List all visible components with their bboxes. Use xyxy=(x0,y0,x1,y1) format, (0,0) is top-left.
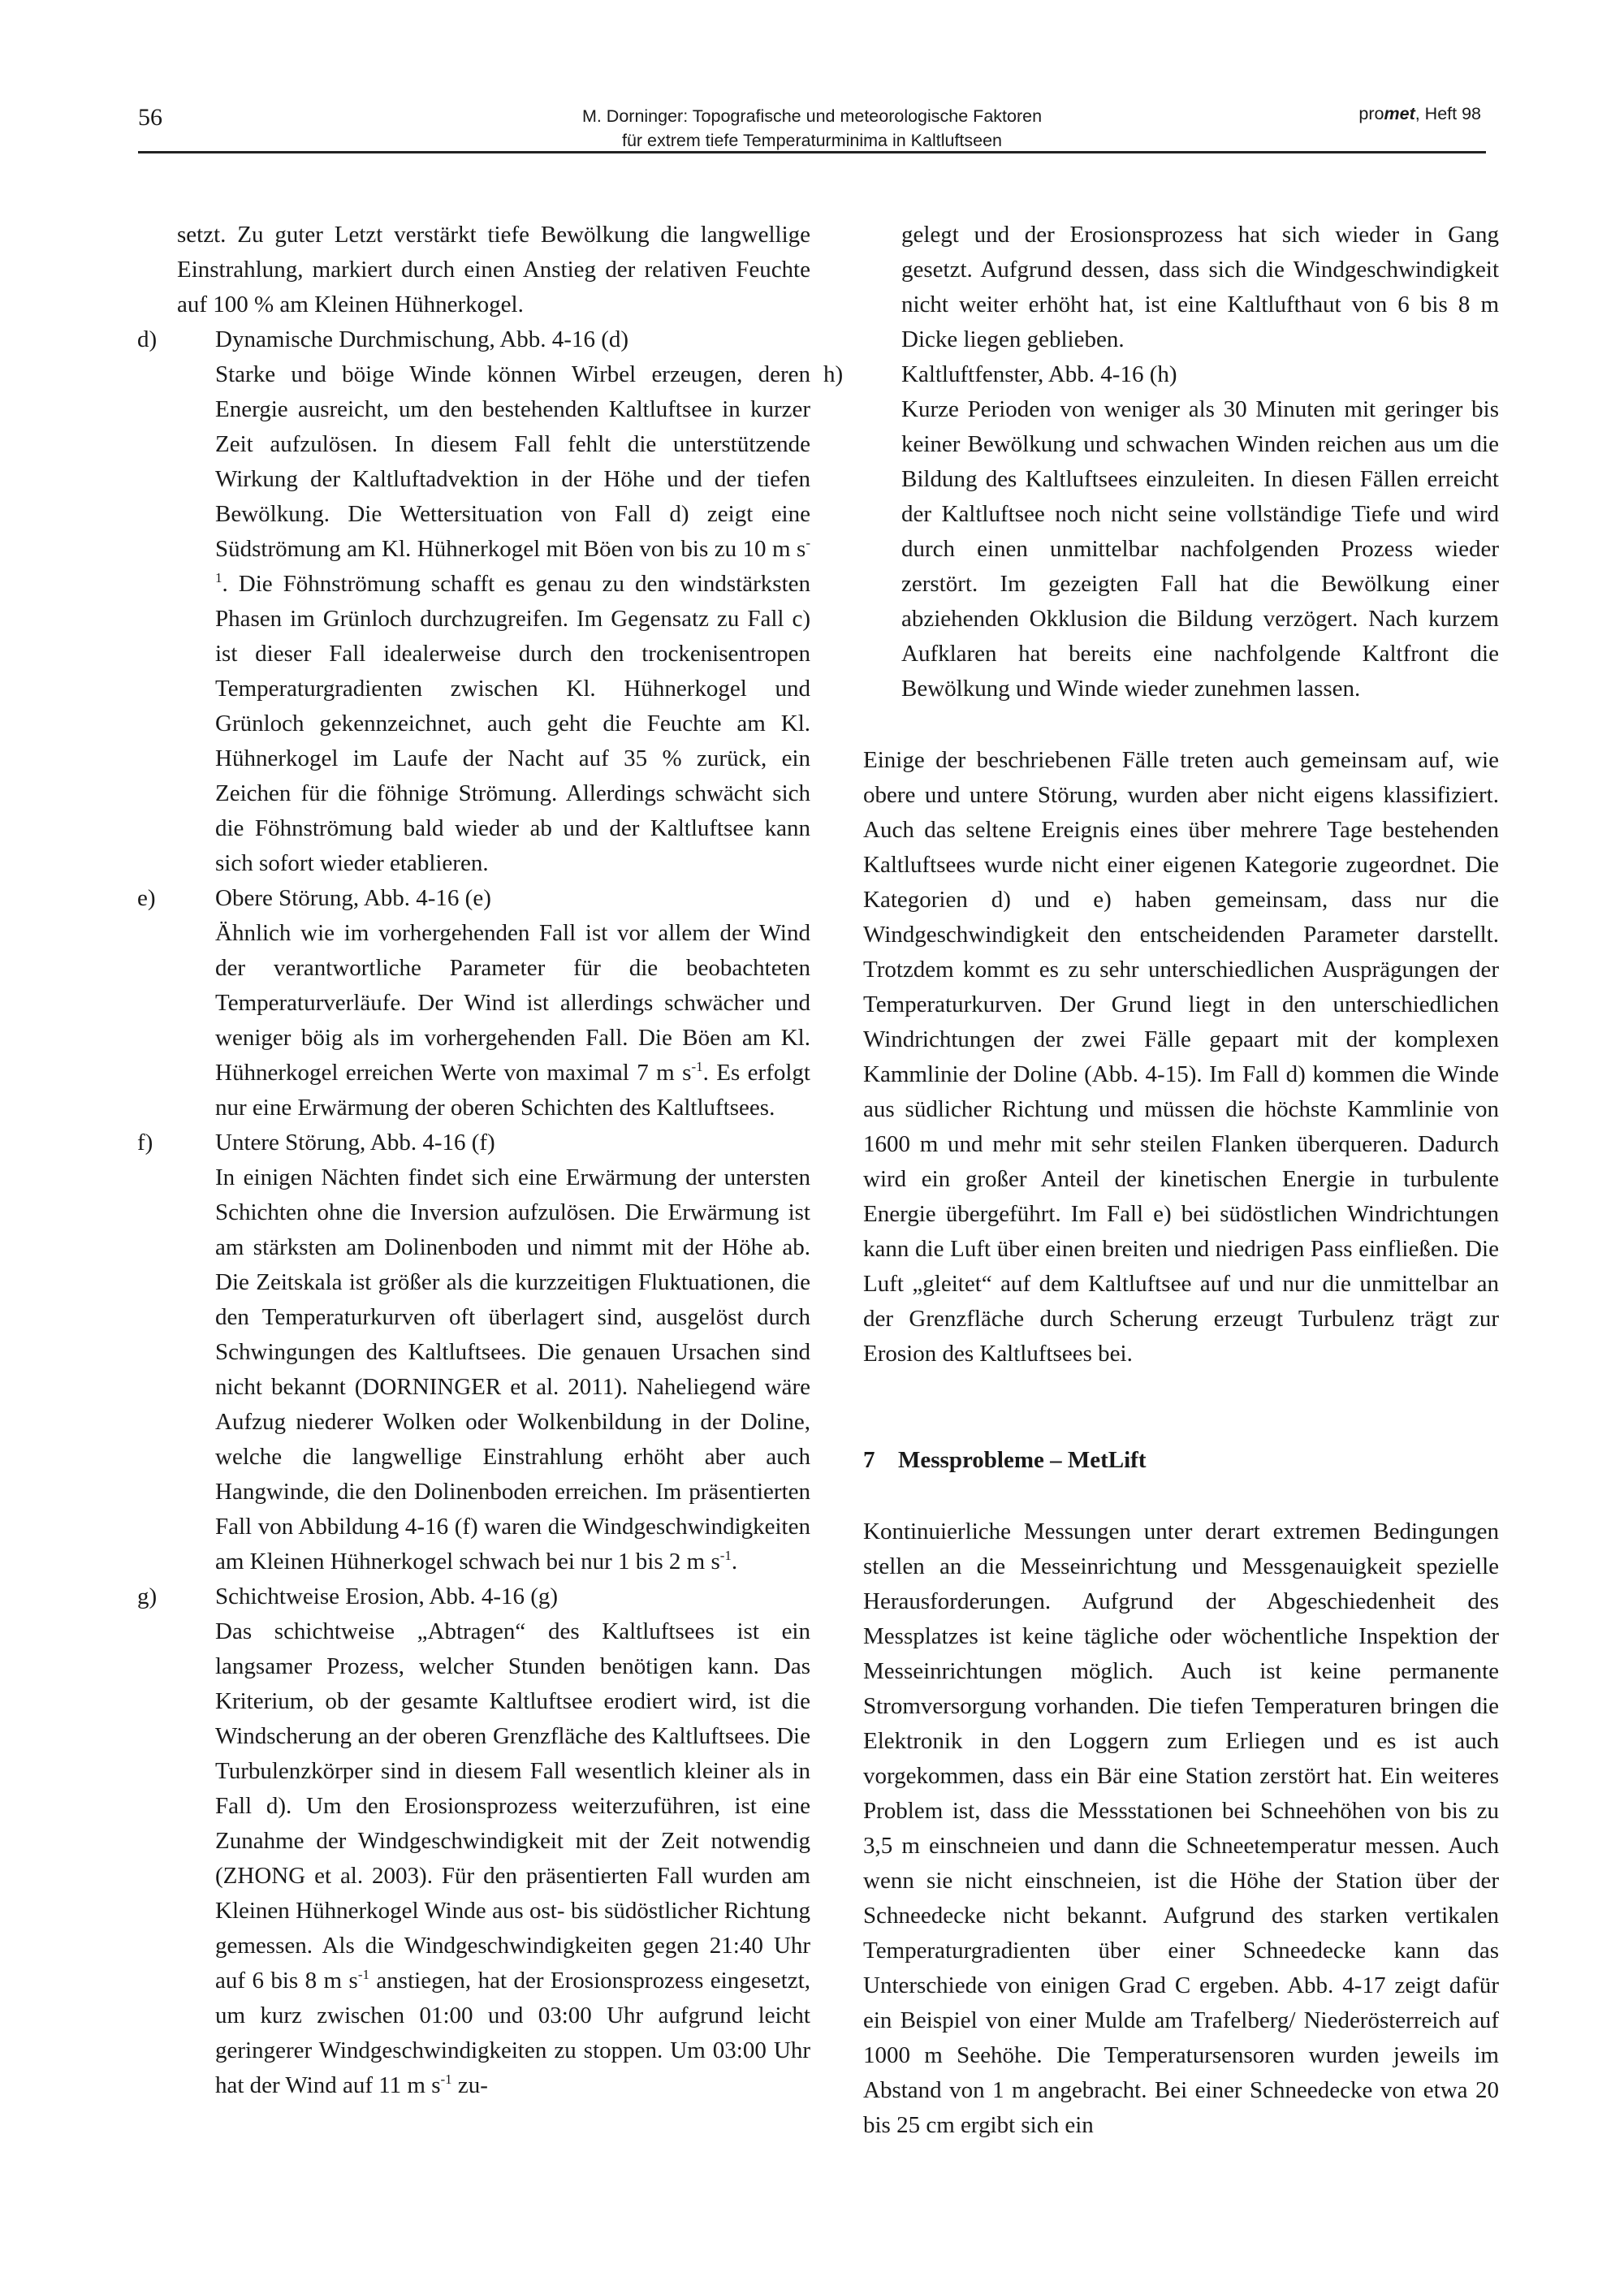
case-g xyxy=(137,1579,810,2103)
right-column xyxy=(823,218,1499,2143)
page-number: 56 xyxy=(138,104,162,131)
case-marker: h) xyxy=(823,361,844,387)
journal-issue xyxy=(1358,104,1481,124)
journal-prefix: pro xyxy=(1358,104,1384,123)
case-title: Kaltluftfenster, Abb. 4-16 (h) xyxy=(901,361,1177,387)
case-title: Untere Störung, Abb. 4-16 (f) xyxy=(215,1130,495,1156)
case-title: Obere Störung, Abb. 4-16 (e) xyxy=(215,885,491,911)
case-marker: g) xyxy=(137,1583,158,1609)
case-body: In einigen Nächten findet sich eine Erwärmung der untersten Schichten ohne die Inversion aufzulösen. Die Erwärmung ist am stärksten am Dolinenboden und nimmt mit der Höhe ab. Die Zeitskala ist größer als die kurzzeitigen Fluktuationen, die den Temperaturkurven oft überlagert sind, ausgelöst durch Schwingungen des Kaltluftsees. Die genauen Ursachen sind nicht bekannt (DORNINGER et al. 2011). Naheliegend wäre Aufzug niederer Wolken oder Wolkenbildung in der Doline, welche die langwellige Einstrahlung erhöht aber auch Hangwinde, die den Dolinenboden erreichen. Im präsentierten Fall von Abbildung 4-16 (f) waren die Windgeschwindigkeiten am Kleinen Hühnerkogel schwach bei nur 1 bis 2 m $s^{-1}$. xyxy=(215,1164,810,1575)
case-g-continuation xyxy=(863,218,1499,357)
left-intro-paragraph: setzt. Zu guter Letzt verstärkt tiefe Bewölkung die langwellige Einstrahlung, markiert durch einen Anstieg der relativen Feuchte auf 100 % am Kleinen Hühnerkogel. xyxy=(177,222,810,318)
case-e xyxy=(137,881,810,1125)
left-column xyxy=(137,218,810,2103)
case-h xyxy=(823,357,1499,706)
header-title-line1: M. Dorninger: Topografische und meteorologische Faktoren xyxy=(581,106,1043,126)
case-d xyxy=(137,322,810,881)
section-paragraph: Kontinuierliche Messungen unter derart extremen Bedingungen stellen an die Messeinrichtung und Messgenauigkeit spezielle Herausforderungen. Aufgrund der Abgeschiedenheit des Messplatzes ist keine tägliche oder wöchentliche Inspektion der Messeinrichtungen möglich. Auch ist keine permanente Stromversorgung vorhanden. Die tiefen Temperaturen bringen die Elektronik in den Loggern zum Erliegen und es ist auch vorgekommen, dass ein Bär eine Station zerstört hat. Ein weiteres Problem ist, dass die Messstationen bei Schneehöhen von bis zu 3,5 m einschneien und dann die Schneetemperatur messen. Auch wenn sie nicht einschneien, ist die Höhe der Station über der Schneedecke nicht bekannt. Aufgrund des starken vertikalen Temperaturgradienten über einer Schneedecke kann das Unterschiede von einigen Grad C ergeben. Abb. 4-17 zeigt dafür ein Beispiel von einer Mulde am Trafelberg/ Niederösterreich auf 1000 m Seehöhe. Die Temperatursensoren wurden jeweils im Abstand von 1 m angebracht. Bei einer Schneedecke von etwa 20 bis 25 cm ergibt sich ein xyxy=(863,1519,1499,2138)
case-marker: f) xyxy=(137,1130,153,1156)
case-marker: d) xyxy=(137,326,158,352)
section-number: 7 xyxy=(863,1447,875,1473)
case-body: Starke und böige Winde können Wirbel erzeugen, deren Energie ausreicht, um den bestehenden Kaltluftsee in kurzer Zeit aufzulösen. In diesem Fall fehlt die unterstützende Wirkung der Kaltluftadvektion in der Höhe und der tiefen Bewölkung. Die Wettersituation von Fall d) zeigt eine Südströmung am Kl. Hühnerkogel mit Böen von bis zu 10 m $s^{-1}$. Die Föhnströmung schafft es genau zu den windstärksten Phasen im Grünloch durchzugreifen. Im Gegensatz zu Fall c) ist dieser Fall idealerweise durch den trockenisentropen Temperaturgradienten zwischen Kl. Hühnerkogel und Grünloch gekennzeichnet, auch geht die Feuchte am Kl. Hühnerkogel im Laufe der Nacht auf 35 % zurück, ein Zeichen für die föhnige Strömung. Allerdings schwächt sich die Föhnströmung bald wieder ab und der Kaltluftsee kann sich sofort wieder etablieren. xyxy=(215,361,810,876)
summary-paragraph: Einige der beschriebenen Fälle treten auch gemeinsam auf, wie obere und untere Störung, wurden aber nicht eigens klassifiziert. Auch das seltene Ereignis eines über mehrere Tage bestehenden Kaltluftsees wurde nicht einer eigenen Kategorie zugeordnet. Die Kategorien d) und e) haben gemeinsam, dass nur die Windgeschwindigkeit den entscheidenden Parameter darstellt. Trotzdem kommt es zu sehr unterschiedlichen Ausprägungen der Temperaturkurven. Der Grund liegt in den unterschiedlichen Windrichtungen der zwei Fälle gepaart mit der komplexen Kammlinie der Doline (Abb. 4-15). Im Fall d) kommen die Winde aus südlicher Richtung und müssen die höchste Kammlinie von 1600 m und mehr mit sehr steilen Flanken überqueren. Dadurch wird ein großer Anteil der kinetischen Energie in turbulente Energie übergeführt. Im Fall e) bei südöstlichen Windrichtungen kann die Luft über einen breiten und niedrigen Pass einfließen. Die Luft „gleitet“ auf dem Kaltluftsee auf und nur die unmittelbar an der Grenzfläche durch Scherung erzeugt Turbulenz trägt zur Erosion des Kaltluftsees bei. xyxy=(863,747,1499,1367)
case-body: Ähnlich wie im vorhergehenden Fall ist vor allem der Wind der verantwortliche Parameter für die beobachteten Temperaturverläufe. Der Wind ist allerdings schwächer und weniger böig als im vorhergehenden Fall. Die Böen am Kl. Hühnerkogel erreichen Werte von maximal 7 m $s^{-1}$. Es erfolgt nur eine Erwärmung der oberen Schichten des Kaltluftsees. xyxy=(215,920,810,1121)
case-title: Dynamische Durchmischung, Abb. 4-16 (d) xyxy=(215,326,629,352)
case-marker: e) xyxy=(137,885,156,911)
journal-suffix: , Heft 98 xyxy=(1415,104,1481,123)
case-body: Das schichtweise „Abtragen“ des Kaltluftsees ist ein langsamer Prozess, welcher Stunden benötigen kann. Das Kriterium, ob der gesamte Kaltluftsee erodiert wird, ist die Windscherung an der oberen Grenzfläche des Kaltluftsees. Die Turbulenzkörper sind in diesem Fall wesentlich kleiner als in Fall d). Um den Erosionsprozess weiterzuführen, ist eine Zunahme der Windgeschwindigkeit mit der Zeit notwendig (ZHONG et al. 2003). Für den präsentierten Fall wurden am Kleinen Hühnerkogel Winde aus ost- bis südöstlicher Richtung gemessen. Als die Windgeschwindigkeiten gegen 21:40 Uhr auf 6 bis 8 m $s^{-1}$ anstiegen, hat der Erosionsprozess eingesetzt, um kurz zwischen 01:00 und 03:00 Uhr aufgrund leicht geringerer Windgeschwindigkeiten zu stoppen. Um 03:00 Uhr hat der Wind auf 11 m $s^{-1}$ zu- xyxy=(215,1618,810,2098)
running-header-title xyxy=(455,104,1169,153)
case-body: Kurze Perioden von weniger als 30 Minuten mit geringer bis keiner Bewölkung und schwachen Winden reichen aus um die Bildung des Kaltluftsees einzuleiten. In diesen Fällen erreicht der Kaltluftsee noch nicht seine vollständige Tiefe und wird durch einen unmittelbar nachfolgenden Prozess wieder zerstört. Im gezeigten Fall hat die Bewölkung einer abziehenden Okklusion die Bildung verzögert. Nach kurzem Aufklaren hat bereits eine nachfolgende Kaltfront die Bewölkung und Winde wieder zunehmen lassen. xyxy=(901,396,1499,702)
journal-emphasis: met xyxy=(1384,104,1415,123)
case-f xyxy=(137,1125,810,1579)
case-body: gelegt und der Erosionsprozess hat sich wieder in Gang gesetzt. Aufgrund dessen, dass sich die Windgeschwindigkeit nicht weiter erhöht hat, ist eine Kaltlufthaut von 6 bis 8 m Dicke liegen geblieben. xyxy=(901,222,1499,352)
header-title-line2: für extrem tiefe Temperaturminima in Kaltluftseen xyxy=(621,131,1003,150)
section-title: Messprobleme – MetLift xyxy=(898,1447,1147,1473)
case-title: Schichtweise Erosion, Abb. 4-16 (g) xyxy=(215,1583,559,1609)
header-rule xyxy=(138,151,1486,153)
section-heading xyxy=(863,1443,1499,1478)
